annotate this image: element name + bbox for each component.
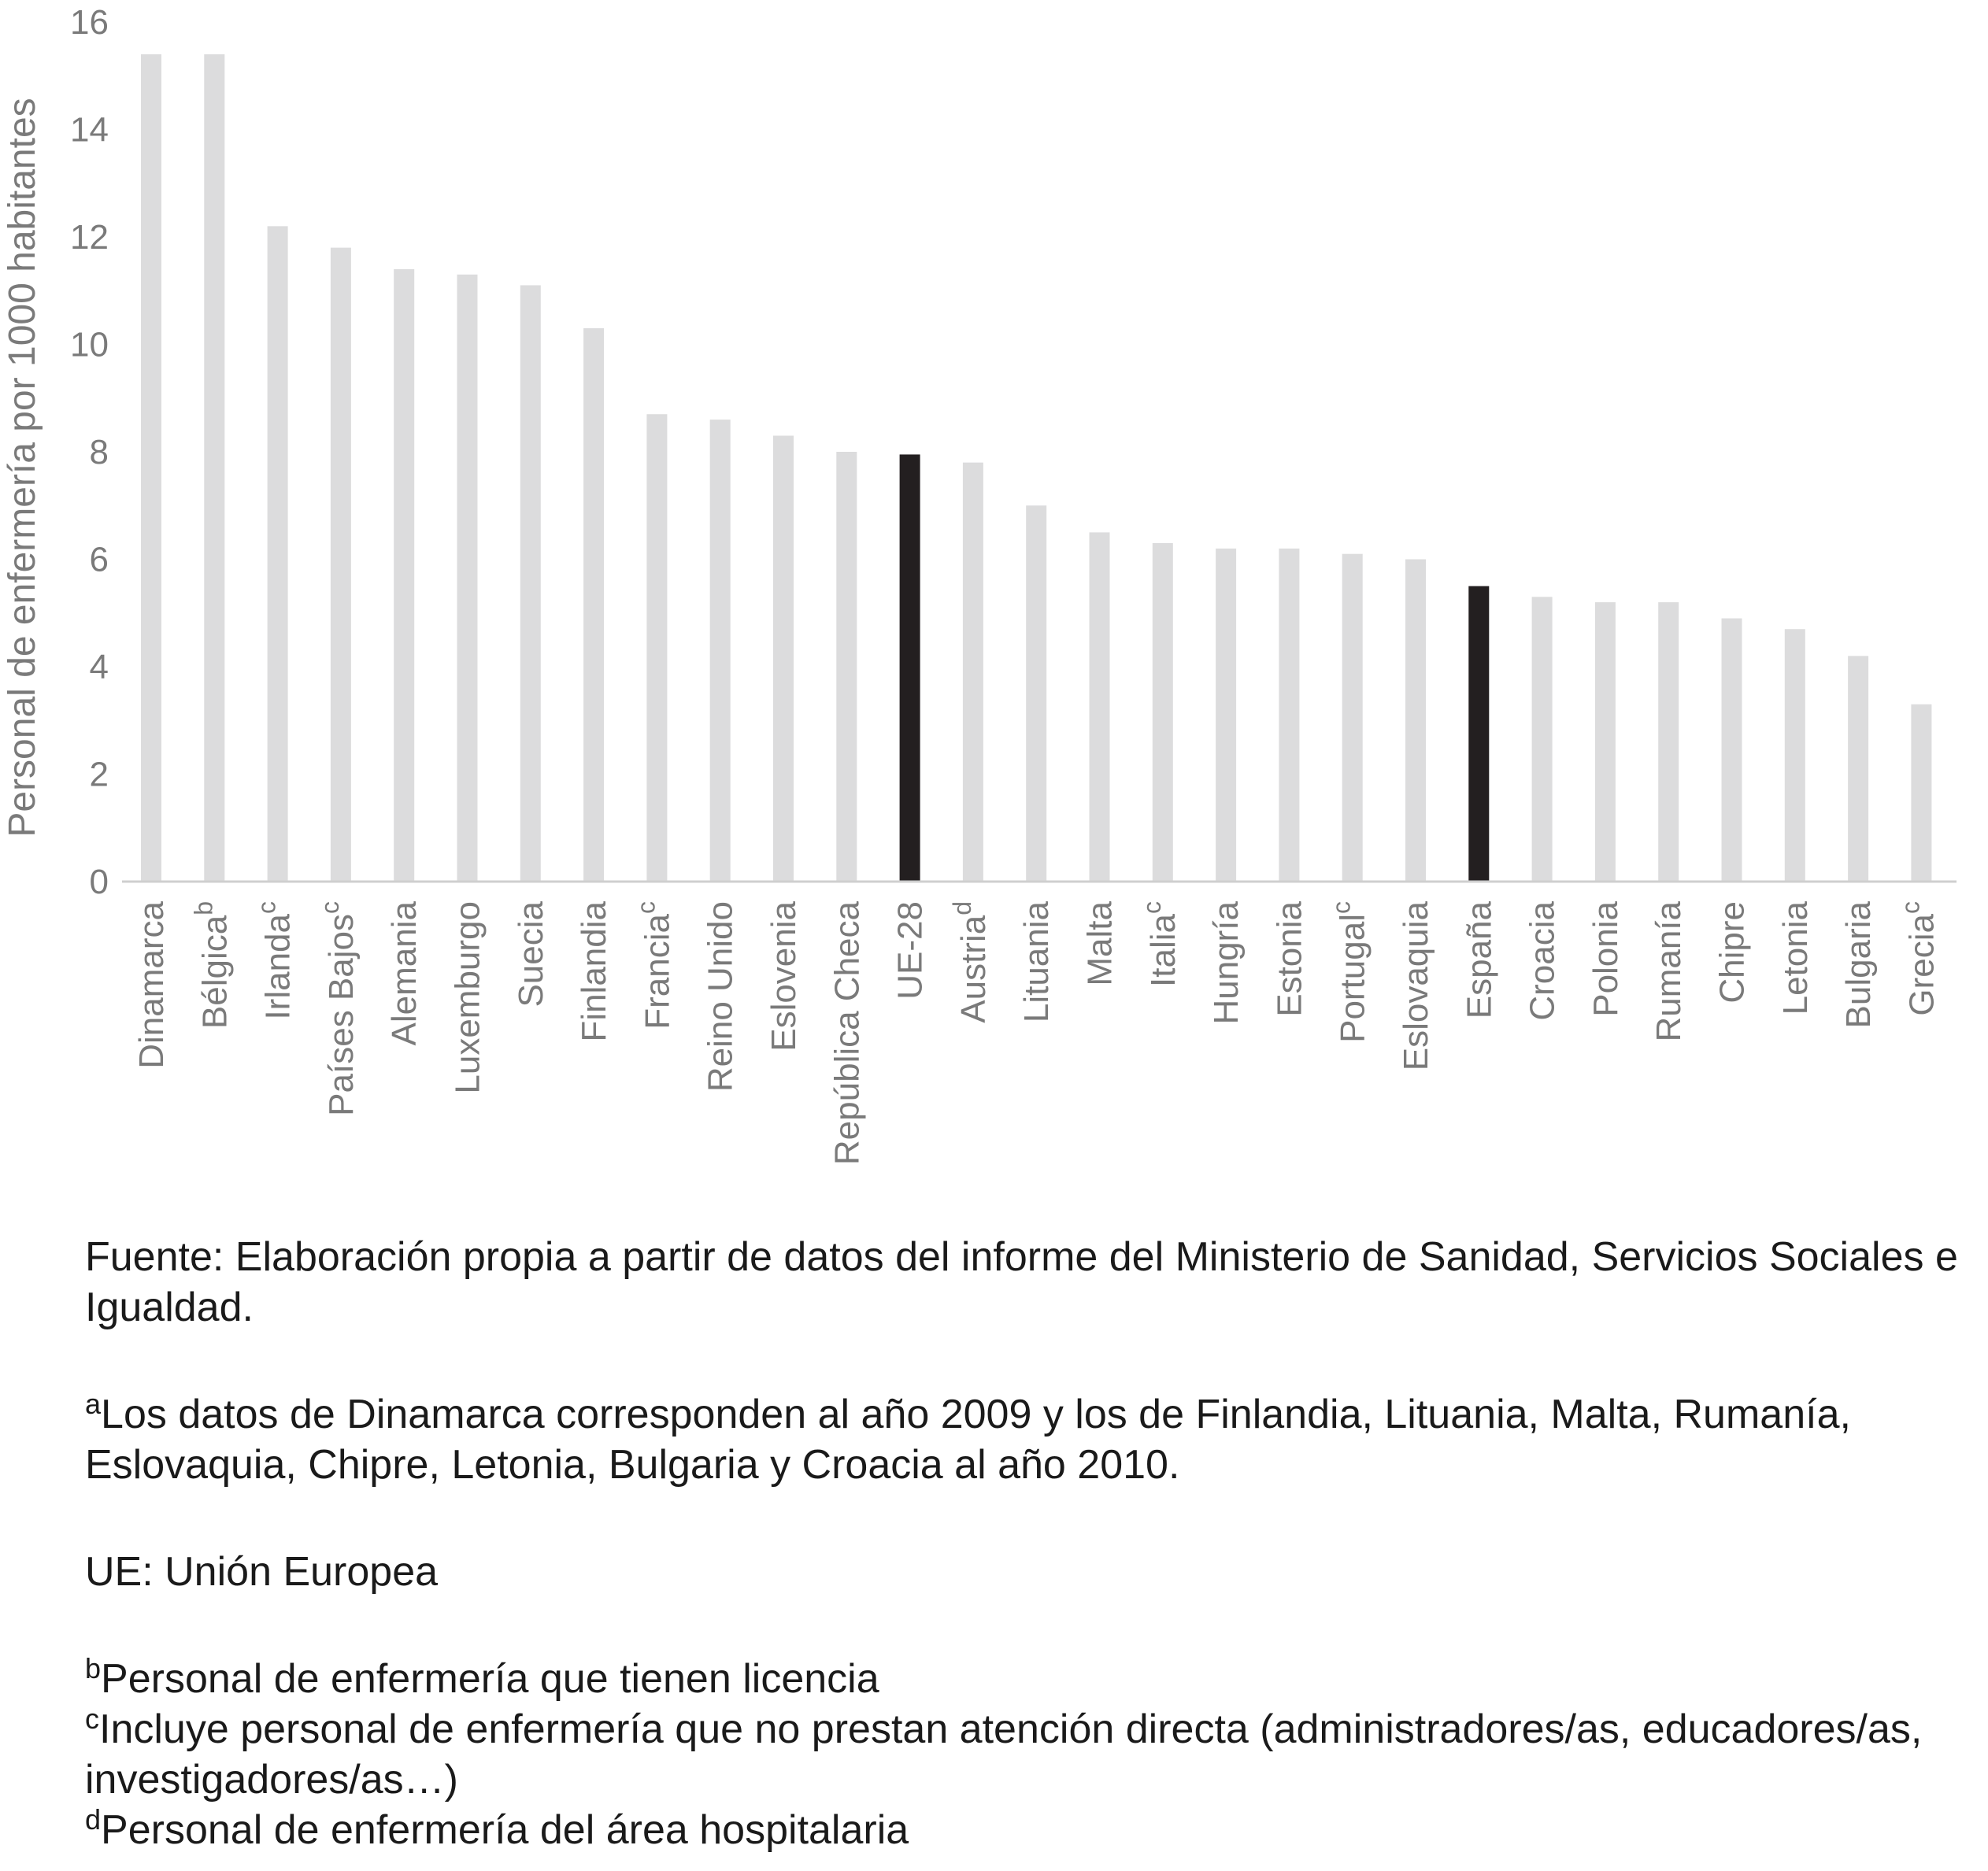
bar-chipre	[1722, 619, 1742, 882]
x-tick-label: Bélgica$^b$	[189, 901, 235, 1030]
x-tick-footnote-mark: c	[252, 901, 281, 914]
x-tick-footnote-mark: c	[1137, 901, 1166, 914]
x-tick-footnote-mark: b	[189, 901, 218, 915]
footnote-a-mark: a	[85, 1388, 102, 1420]
x-tick-label: Lituania	[1017, 901, 1057, 1023]
y-tick-label: 4	[89, 648, 109, 686]
y-axis-label: Personal de enfermería por 1000 habitantes	[2, 98, 43, 838]
bar-bulgaria	[1848, 656, 1868, 882]
y-tick-label: 10	[70, 325, 109, 364]
footnote-c-mark: c	[85, 1703, 99, 1735]
x-tick-label: Eslovenia	[764, 901, 803, 1052]
x-tick-label: Francia$^c$	[631, 901, 677, 1030]
x-tick-label: Hungría	[1207, 901, 1246, 1025]
bar-lituania	[1026, 505, 1046, 882]
bar-grecia	[1911, 704, 1931, 882]
footnote-a	[85, 1389, 1975, 1490]
y-tick-label: 8	[89, 433, 109, 471]
x-tick-footnote-mark: c	[631, 901, 661, 914]
y-tick-label: 16	[70, 3, 109, 42]
x-tick-label: España	[1460, 901, 1499, 1019]
bar-luxemburgo	[457, 275, 478, 882]
footnote-c-text: Incluye personal de enfermería que no prestan atención directa (administradores/as, educadores/as, investigadores/as…)	[85, 1706, 1923, 1803]
footnote-b	[85, 1654, 1975, 1704]
y-tick-label: 14	[70, 110, 109, 150]
x-tick-label: Letonia	[1775, 901, 1815, 1015]
footnote-d-text: Personal de enfermería del área hospitalaria	[101, 1807, 909, 1853]
x-tick-label: Chipre	[1712, 901, 1752, 1004]
footnote-b-mark: b	[85, 1652, 102, 1684]
x-tick-label: Portugal$^c$	[1327, 901, 1372, 1043]
x-tick-label: UE-28	[890, 901, 930, 1000]
bar-españa	[1468, 586, 1489, 882]
y-tick-label: 2	[89, 755, 109, 794]
x-tick-label: Polonia	[1586, 901, 1625, 1017]
x-tick-label: República Checa	[827, 901, 867, 1166]
footnote-c	[85, 1704, 1975, 1805]
ue-note: UE: Unión Europea	[85, 1549, 439, 1595]
bar-alemania	[394, 269, 414, 882]
bar-dinamarca	[141, 54, 161, 882]
y-tick-label: 12	[70, 218, 109, 257]
footnote-a-text: Los datos de Dinamarca corresponden al año 2009 y los de Finlandia, Lituania, Malta, Rumanía, Eslovaquia, Chipre, Letonia, Bulgaria y Croacia al año 2010.	[85, 1392, 1851, 1488]
x-tick-label: Finlandia	[575, 901, 614, 1042]
x-tick-label: Malta	[1080, 901, 1120, 986]
bar-croacia	[1532, 597, 1553, 882]
footnote-d-mark: d	[85, 1803, 102, 1836]
x-tick-label: Reino Unido	[701, 901, 740, 1093]
bar-república-checa	[836, 452, 857, 882]
bar-ue-28	[900, 454, 920, 882]
x-tick-footnote-mark: c	[1327, 901, 1356, 914]
x-tick-label: Grecia$^c$	[1896, 901, 1942, 1016]
bar-finlandia	[583, 328, 604, 882]
bar-polonia	[1595, 602, 1616, 882]
x-tick-label: Eslovaquia	[1397, 901, 1435, 1071]
x-tick-label: Luxemburgo	[448, 901, 487, 1094]
x-tick-label: Croacia	[1523, 901, 1562, 1021]
bar-irlanda	[268, 226, 288, 882]
x-tick-footnote-mark: c	[315, 901, 344, 914]
bar-bélgica	[204, 54, 224, 882]
bar-portugal	[1342, 554, 1363, 882]
x-tick-label: Bulgaria	[1839, 901, 1879, 1029]
bar-países-bajos	[331, 248, 351, 882]
x-tick-label: Alemania	[385, 901, 424, 1046]
bar-rumanía	[1658, 602, 1679, 882]
bar-reino-unido	[710, 420, 731, 882]
x-tick-label: Italia$^c$	[1137, 901, 1183, 987]
x-tick-label: Países Bajos$^c$	[315, 901, 361, 1116]
chart-notes	[85, 1232, 1975, 1855]
bar-suecia	[520, 285, 541, 882]
x-tick-footnote-mark: c	[1896, 901, 1925, 914]
y-tick-label: 0	[89, 863, 109, 901]
bar-eslovenia	[773, 436, 794, 882]
x-tick-footnote-mark: d	[947, 901, 976, 915]
x-tick-label: Rumanía	[1649, 901, 1689, 1042]
x-tick-label: Estonia	[1270, 901, 1309, 1017]
source-note: Fuente: Elaboración propia a partir de datos del informe del Ministerio de Sanidad, Servicios Sociales e Igualdad.	[85, 1234, 1958, 1330]
x-tick-label: Dinamarca	[132, 901, 171, 1069]
bar-austria	[963, 463, 983, 882]
footnote-b-text: Personal de enfermería que tienen licencia	[101, 1656, 879, 1702]
bar-malta	[1090, 532, 1110, 882]
bar-letonia	[1785, 629, 1805, 882]
bar-estonia	[1279, 549, 1299, 882]
bar-francia	[646, 414, 667, 882]
bar-italia	[1153, 543, 1173, 882]
x-tick-label: Suecia	[511, 901, 550, 1008]
x-tick-label: Irlanda$^c$	[252, 901, 298, 1020]
y-tick-label: 6	[89, 540, 109, 579]
bar-hungría	[1216, 549, 1236, 882]
x-tick-label: Austria$^d$	[947, 901, 993, 1023]
footnote-d	[85, 1805, 1975, 1855]
bar-eslovaquia	[1405, 560, 1426, 882]
